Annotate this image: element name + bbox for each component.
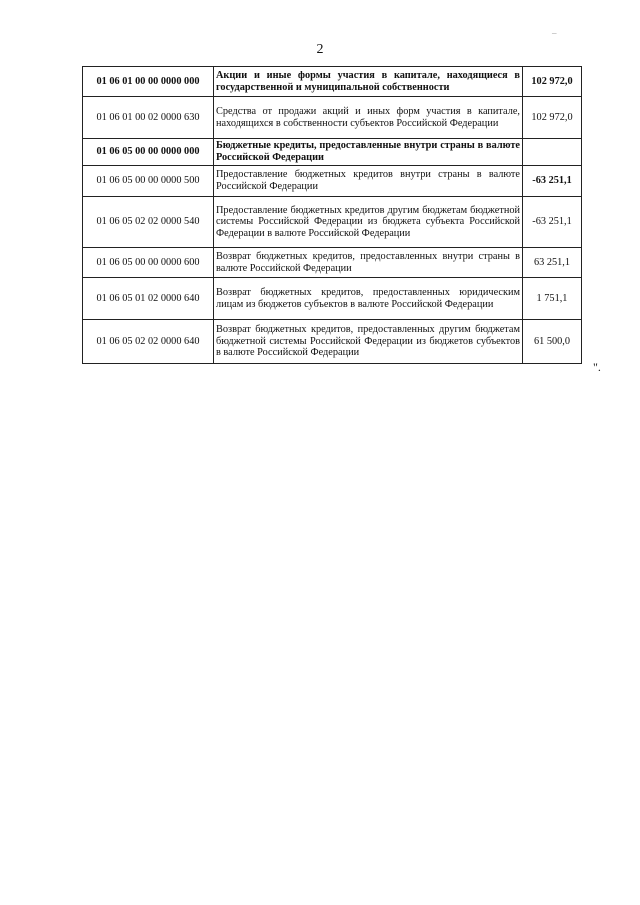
table-row (83, 197, 582, 248)
budget-code: 01 06 05 02 02 0000 640 (83, 320, 214, 364)
item-name: Предоставление бюджетных кредитов другим бюджетам бюджетной системы Российской Федерации из бюджета субъекта Российской Федерации в валюте Российской Федерации (214, 197, 523, 248)
table-row (83, 278, 582, 320)
budget-sources-table (82, 66, 582, 364)
amount: 102 972,0 (523, 67, 582, 97)
item-name: Возврат бюджетных кредитов, предоставленных другим бюджетам бюджетной системы Российской Федерации из бюджетов субъектов в валюте Российской Федерации (214, 320, 523, 364)
amount: 1 751,1 (523, 278, 582, 320)
amount: -63 251,1 (523, 166, 582, 197)
table-row (83, 166, 582, 197)
item-name: Бюджетные кредиты, предоставленные внутри страны в валюте Российской Федерации (214, 139, 523, 166)
table-row (83, 320, 582, 364)
budget-code: 01 06 05 02 02 0000 540 (83, 197, 214, 248)
closing-quote: ". (593, 360, 601, 374)
table-row (83, 248, 582, 278)
amount: -63 251,1 (523, 197, 582, 248)
budget-code: 01 06 01 00 00 0000 000 (83, 67, 214, 97)
amount (523, 139, 582, 166)
table-row (83, 97, 582, 139)
table-row (83, 67, 582, 97)
budget-code: 01 06 01 00 02 0000 630 (83, 97, 214, 139)
amount: 63 251,1 (523, 248, 582, 278)
item-name: Предоставление бюджетных кредитов внутри страны в валюте Российской Федерации (214, 166, 523, 197)
amount: 102 972,0 (523, 97, 582, 139)
item-name: Средства от продажи акций и иных форм участия в капитале, находящихся в собственности субъектов Российской Федерации (214, 97, 523, 139)
budget-code: 01 06 05 00 00 0000 500 (83, 166, 214, 197)
page-number: 2 (316, 42, 324, 57)
table-row (83, 139, 582, 166)
budget-code: 01 06 05 01 02 0000 640 (83, 278, 214, 320)
budget-code: 01 06 05 00 00 0000 000 (83, 139, 214, 166)
item-name: Возврат бюджетных кредитов, предоставленных юридическим лицам из бюджетов субъектов в валюте Российской Федерации (214, 278, 523, 320)
amount: 61 500,0 (523, 320, 582, 364)
corner-mark: – (552, 28, 557, 38)
item-name: Акции и иные формы участия в капитале, находящиеся в государственной и муниципальной собственности (214, 67, 523, 97)
item-name: Возврат бюджетных кредитов, предоставленных внутри страны в валюте Российской Федерации (214, 248, 523, 278)
budget-code: 01 06 05 00 00 0000 600 (83, 248, 214, 278)
